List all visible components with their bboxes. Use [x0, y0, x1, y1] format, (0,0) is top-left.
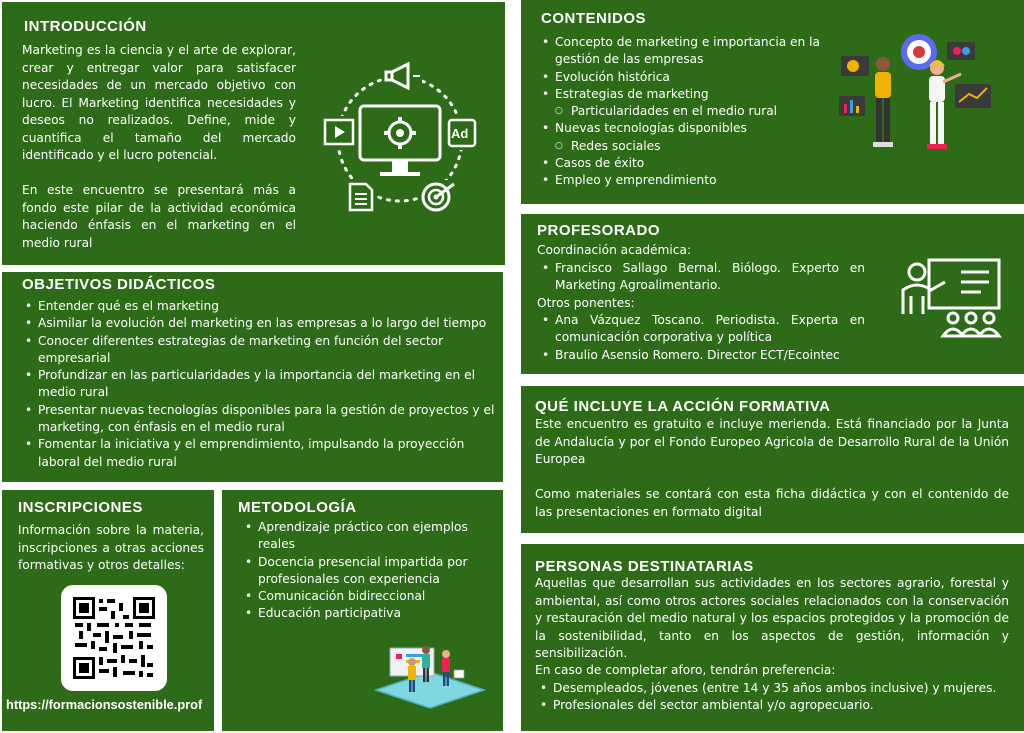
list-item: • Braulio Asensio Romero. Director ECT/Ecointec — [539, 347, 865, 364]
list-item: • Francisco Sallago Bernal. Biólogo. Experto en Marketing Agroalimentario. — [539, 260, 865, 295]
inscripciones-title: INSCRIPCIONES — [18, 499, 143, 516]
list-item: • Profesionales del sector ambiental y/o agropecuario. — [537, 697, 1007, 714]
list-item: • Evolución histórica — [539, 69, 821, 86]
marketing-cycle-icon — [320, 54, 480, 214]
qr-code-icon — [73, 597, 155, 679]
profesorado-panel — [521, 214, 1024, 374]
incluye-paragraph-2: Como materiales se contará con esta ficha didáctica y con el contenido de las presentaciones en formato digital — [535, 487, 1009, 519]
contenidos-title: CONTENIDOS — [541, 10, 647, 27]
list-item: • Asimilar la evolución del marketing en las empresas a lo largo del tiempo — [22, 315, 496, 332]
otros-ponentes-list — [539, 312, 865, 364]
list-item: • Concepto de marketing e importancia en la gestión de las empresas — [539, 34, 821, 69]
marketing-team-illustration — [839, 28, 999, 180]
destinatarias-panel — [521, 544, 1024, 731]
list-item: • Conocer diferentes estrategias de marketing en función del sector empresarial — [22, 333, 496, 368]
list-subitem: ○ Redes sociales — [539, 138, 821, 155]
contenidos-list — [539, 34, 821, 190]
intro-paragraph-1: Marketing es la ciencia y el arte de explorar, crear y entregar valor para satisfacer necesidades de un mercado objetivo con lucro. El Marketing identifica necesidades y deseos no realizados. Define, mide y cuantifica el tamaño del mercado identificado y el lucro potencial. — [22, 43, 296, 162]
list-item: • Presentar nuevas tecnologías disponibles para la gestión de proyectos y el marketing, con énfasis en el medio rural — [22, 402, 496, 437]
list-item: • Nuevas tecnologías disponibles — [539, 120, 821, 137]
metodologia-panel — [222, 490, 503, 731]
incluye-paragraph-1: Este encuentro es gratuito e incluye merienda. Está financiado por la Junta de Andalucía y por el Fondo Europeo Agricola de Desarrollo Rural de la Unión Europea — [535, 417, 1009, 466]
incluye-title: QUÉ INCLUYE LA ACCIÓN FORMATIVA — [535, 398, 831, 415]
list-item: • Fomentar la iniciativa y el emprendimiento, impulsando la proyección laboral del medio rural — [22, 436, 496, 471]
metodologia-list — [242, 519, 468, 623]
destinatarias-title: PERSONAS DESTINATARIAS — [535, 558, 754, 575]
list-item: • Casos de éxito — [539, 155, 821, 172]
preferencia-list — [537, 680, 1007, 715]
metodologia-title: METODOLOGÍA — [238, 499, 357, 516]
objetivos-list — [22, 298, 496, 471]
ad-icon-label: Ad — [451, 126, 469, 141]
objetivos-title: OBJETIVOS DIDÁCTICOS — [22, 276, 216, 293]
intro-paragraph-2: En este encuentro se presentará más a fondo este pilar de la actividad económica haciendo énfasis en el marketing en el medio rural — [22, 183, 296, 250]
qr-code[interactable] — [61, 585, 167, 691]
list-item: • Ana Vázquez Toscano. Periodista. Experta en comunicación corporativa y política — [539, 312, 865, 347]
list-item: • Profundizar en las particularidades y la importancia del marketing en el medio rural — [22, 367, 496, 402]
incluye-panel — [521, 386, 1024, 533]
destinatarias-paragraph: Aquellas que desarrollan sus actividades en los sectores agrario, forestal y ambiental, así como otros actores sociales relacionados con la conservación y restauración del medio natural y los espacios protegidos y la promoción de la sostenibilidad, tanto en los aspectos de gestión, información y sensibilización. — [535, 576, 1009, 660]
list-item: • Estrategias de marketing — [539, 86, 821, 103]
intro-title: INTRODUCCIÓN — [24, 18, 147, 35]
inscripciones-text: Información sobre la materia, inscripciones a otras acciones formativas y otros detalles: — [18, 523, 204, 572]
otros-ponentes-label: Otros ponentes: — [537, 296, 635, 310]
preferencia-label: En caso de completar aforo, tendrán preferencia: — [535, 663, 836, 677]
profesorado-title: PROFESORADO — [537, 222, 661, 239]
list-subitem: ○ Particularidades en el medio rural — [539, 103, 821, 120]
collaboration-illustration — [370, 640, 490, 712]
teacher-board-icon — [899, 256, 1003, 340]
list-item: • Aprendizaje práctico con ejemplos reales — [242, 519, 468, 554]
list-item: • Desempleados, jóvenes (entre 14 y 35 años ambos inclusive) y mujeres. — [537, 680, 1007, 697]
registration-url-link[interactable]: https://formacionsostenible.prof — [6, 697, 203, 712]
list-item: • Comunicación bidireccional — [242, 588, 468, 605]
contenidos-panel — [521, 0, 1024, 204]
objetivos-panel — [2, 272, 503, 482]
intro-panel — [2, 2, 505, 265]
coordinacion-list — [539, 260, 865, 295]
coordinacion-label: Coordinación académica: — [537, 243, 692, 257]
list-item: • Docencia presencial impartida por profesionales con experiencia — [242, 554, 468, 589]
list-item: • Empleo y emprendimiento — [539, 172, 821, 189]
list-item: • Entender qué es el marketing — [22, 298, 496, 315]
inscripciones-panel — [2, 490, 214, 731]
list-item: • Educación participativa — [242, 605, 468, 622]
